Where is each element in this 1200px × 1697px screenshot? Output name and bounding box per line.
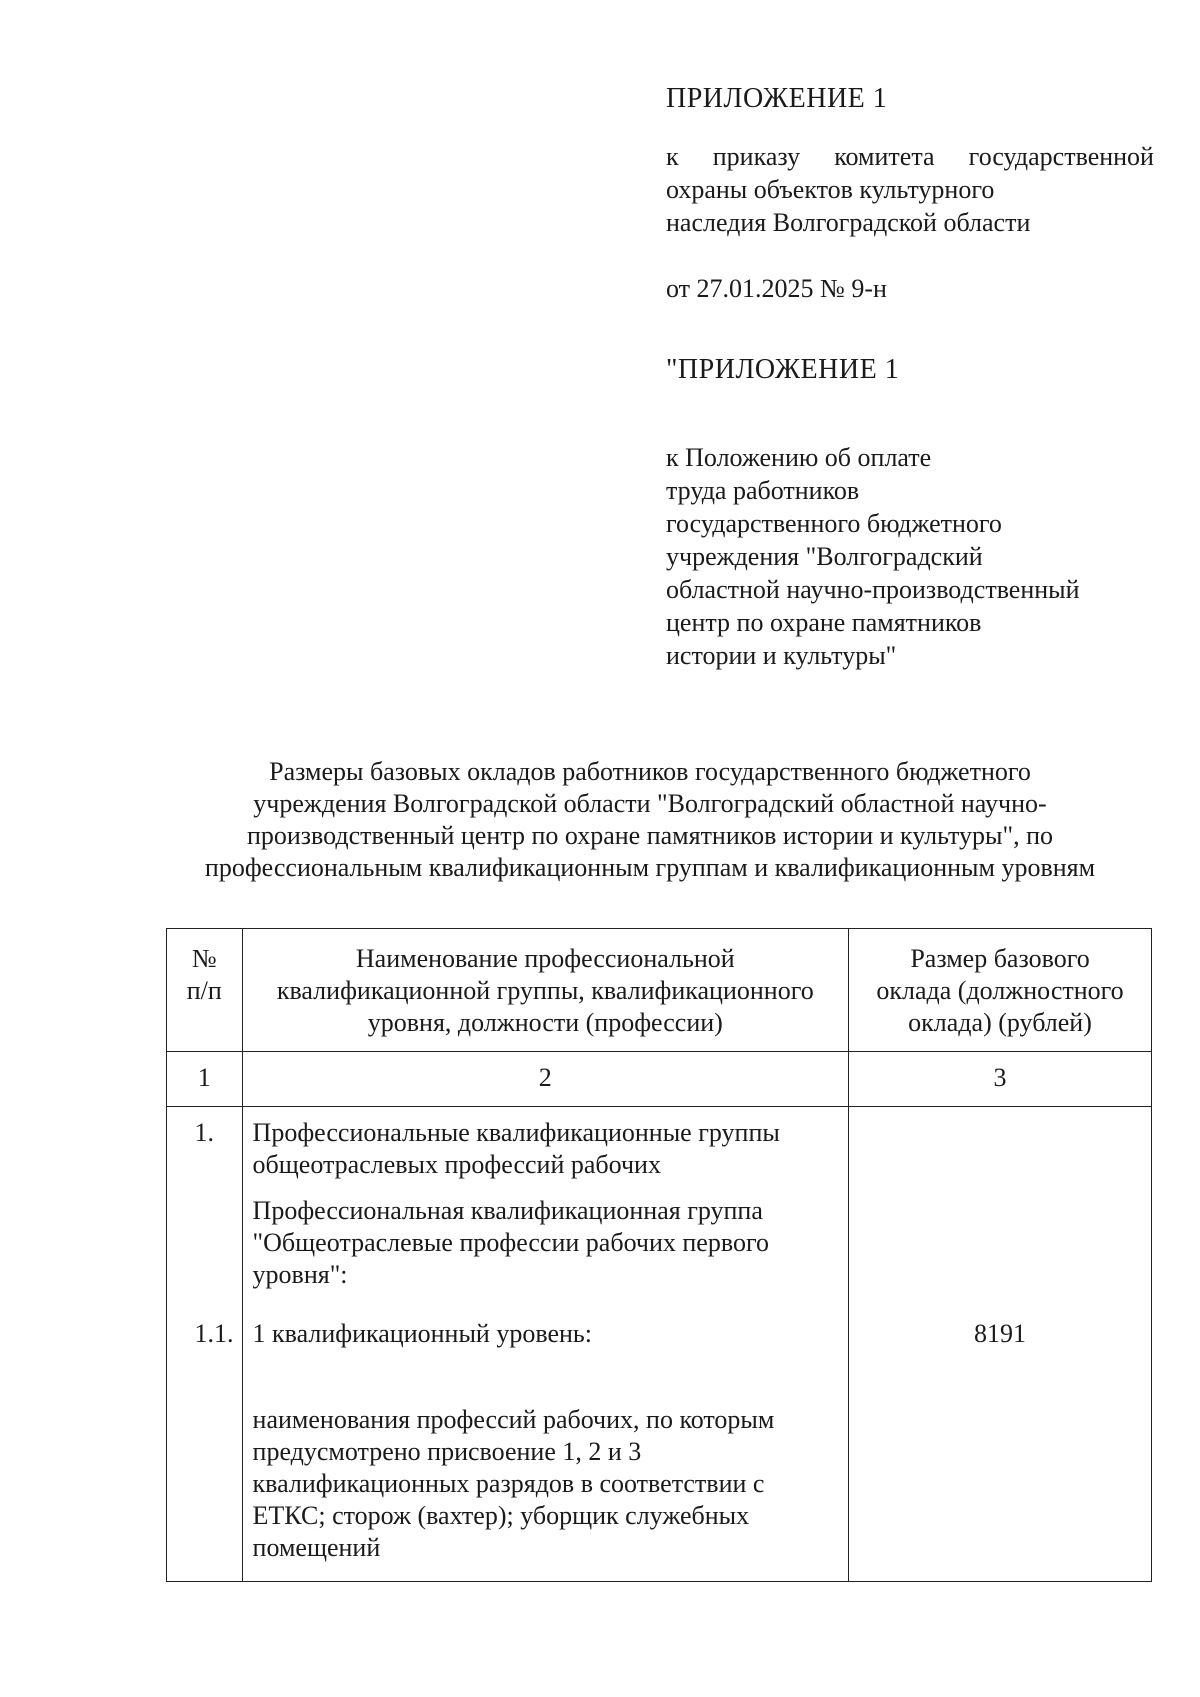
header-cell-name [242, 929, 849, 1052]
regulation-reference-line: истории и культуры" [666, 641, 897, 670]
table-header-row [167, 929, 1152, 1052]
order-reference [666, 140, 1154, 239]
regulation-reference-line: труда работников [666, 476, 860, 505]
subgroup-title-line: уровня": [252, 1260, 348, 1289]
professions-line: предусмотрено присвоение 1, 2 и 3 [252, 1437, 642, 1466]
subgroup-title-line: "Общеотраслевые профессии рабочих первого [252, 1228, 769, 1257]
order-date [666, 272, 1154, 305]
header-text: Размер базового [910, 944, 1090, 973]
order-date-text: от 27.01.2025 № 9-н [666, 274, 887, 303]
subgroup-title [253, 1195, 841, 1291]
header-text: оклада (должностного [876, 976, 1124, 1005]
document-heading-line: профессиональным квалификационным группам и квалификационным уровням [204, 853, 1096, 882]
professions-line: ЕТКС; сторож (вахтер); уборщик служебных [252, 1501, 750, 1530]
column-number: 3 [849, 1052, 1152, 1107]
appendix-title-quoted [666, 353, 1154, 386]
professions-line: наименования профессий рабочих, по которым [252, 1405, 775, 1434]
column-number: 2 [242, 1052, 849, 1107]
appendix-title [666, 82, 1154, 115]
document-heading-line: производственный центр по охране памятников истории и культуры", по [246, 821, 1054, 850]
document-heading [150, 756, 1150, 884]
word: приказу [712, 142, 801, 171]
column-number: 1 [167, 1052, 243, 1107]
header-text: п/п [186, 976, 222, 1005]
professions-line: квалификационных разрядов в соответствии с [252, 1469, 765, 1498]
table-row [167, 1107, 1152, 1582]
qualification-level-text: 1 квалификационный уровень: [252, 1319, 593, 1348]
regulation-reference [666, 441, 1154, 672]
header-text: уровня, должности (профессии) [367, 1008, 723, 1037]
qualification-level [253, 1318, 841, 1350]
order-reference-line: охраны объектов культурного [666, 175, 995, 204]
regulation-reference-line: областной научно-производственный [666, 575, 1080, 604]
header-cell-salary [849, 929, 1152, 1052]
salary-table [166, 928, 1152, 1582]
document-heading-line: учреждения Волгоградской области "Волгоградский областной научно- [253, 789, 1047, 818]
header-text: квалификационной группы, квалификационного [276, 976, 814, 1005]
word: государственной [968, 142, 1154, 171]
word: к [666, 142, 679, 171]
row-number-cell [167, 1107, 243, 1582]
group-title-line: общеотраслевых профессий рабочих [252, 1150, 661, 1179]
subgroup-title-line: Профессиональная квалификационная группа [252, 1196, 763, 1225]
appendix-title-quoted-text: "ПРИЛОЖЕНИЕ 1 [666, 354, 900, 385]
regulation-reference-line: учреждения "Волгоградский [666, 542, 983, 571]
word: комитета [834, 142, 935, 171]
row-salary-cell [849, 1107, 1152, 1582]
professions-line: помещений [252, 1533, 381, 1562]
header-text: оклада) (рублей) [908, 1008, 1092, 1037]
column-number-row [167, 1052, 1152, 1107]
regulation-reference-line: центр по охране памятников [666, 608, 982, 637]
group-title [253, 1117, 841, 1181]
order-reference-line: наследия Волгоградской области [666, 208, 1031, 237]
row-number: 1. [194, 1118, 215, 1147]
order-reference-line [666, 140, 1154, 173]
row-subnumber: 1.1. [194, 1319, 234, 1348]
header-cell-number [167, 929, 243, 1052]
salary-value: 8191 [974, 1319, 1027, 1348]
regulation-reference-line: к Положению об оплате [666, 443, 932, 472]
professions-list [253, 1404, 841, 1564]
group-title-line: Профессиональные квалификационные группы [252, 1118, 780, 1147]
header-text: Наименование профессиональной [355, 944, 735, 973]
document-heading-line: Размеры базовых окладов работников государственного бюджетного [269, 757, 1031, 786]
header-text: № [191, 944, 217, 973]
regulation-reference-line: государственного бюджетного [666, 509, 1002, 538]
appendix-title-text: ПРИЛОЖЕНИЕ 1 [666, 83, 888, 114]
row-name-cell [242, 1107, 849, 1582]
